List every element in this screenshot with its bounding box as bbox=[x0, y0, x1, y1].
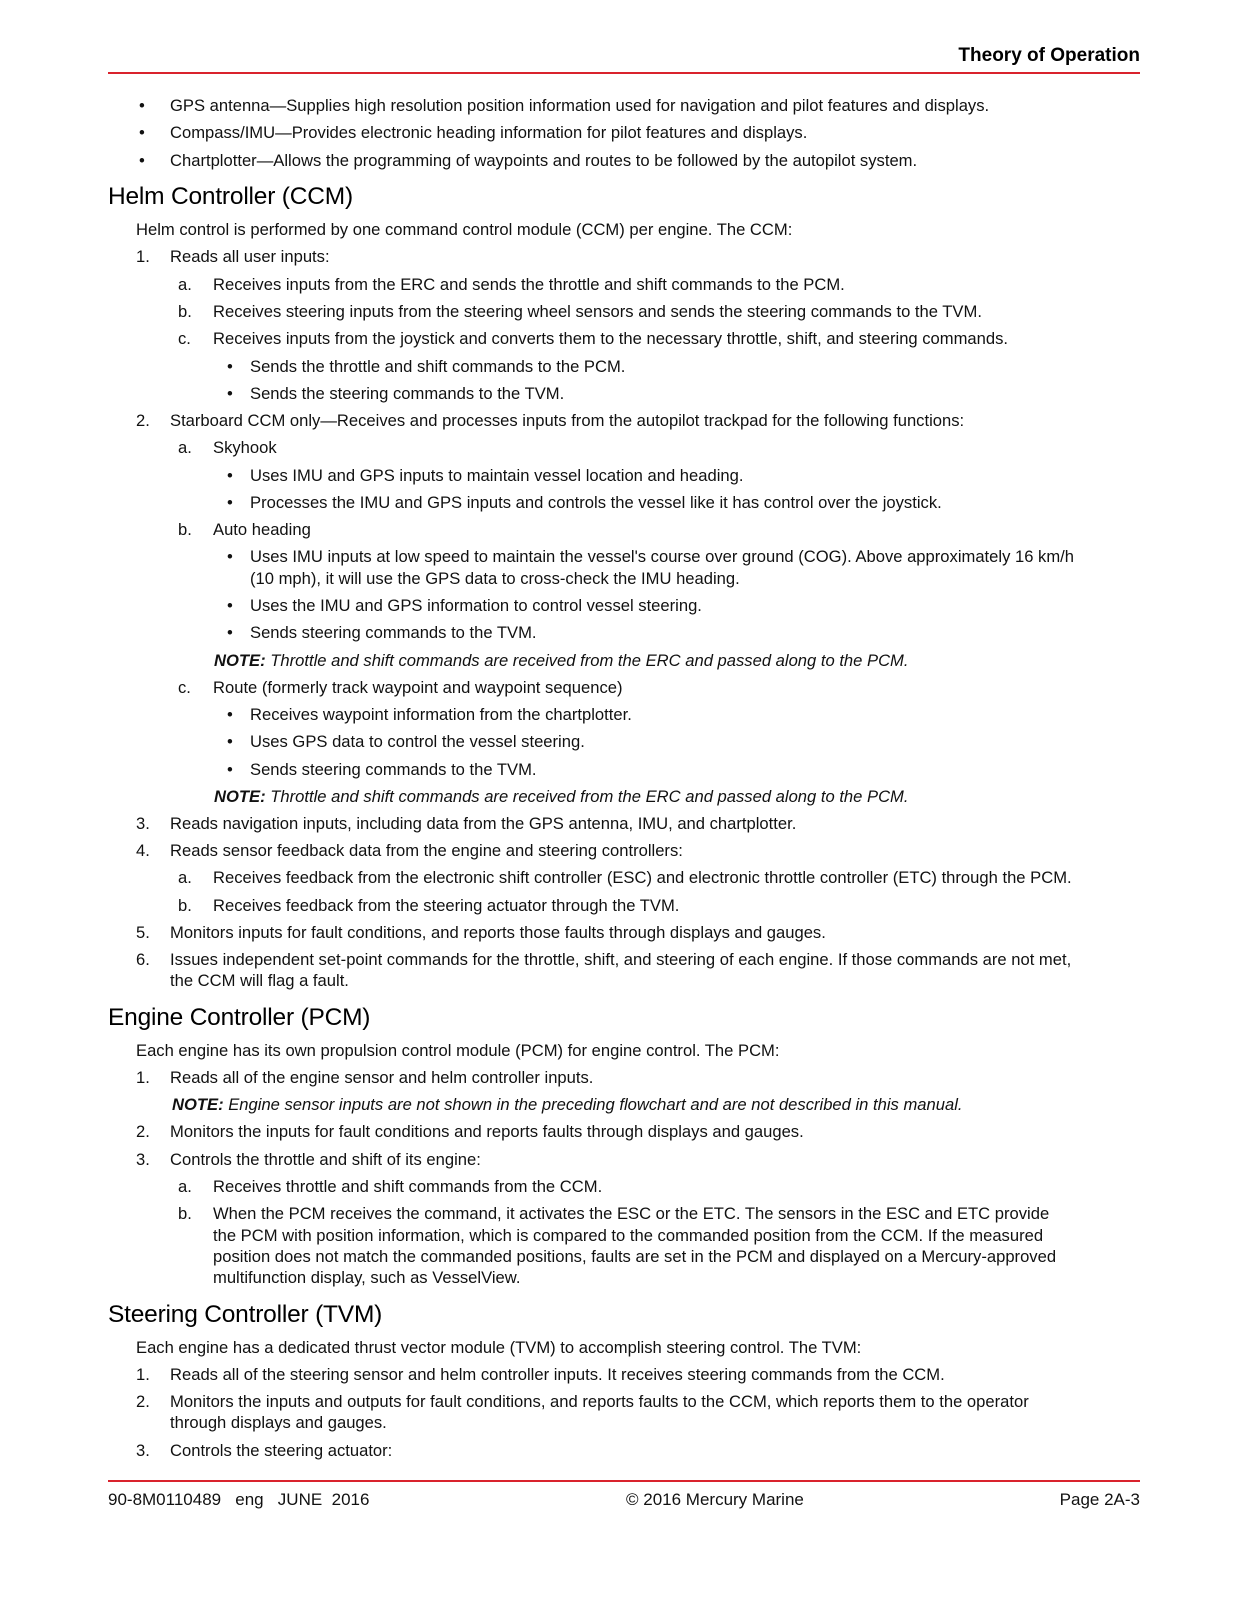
pcm-item-2: Monitors the inputs for fault conditions and reports faults through displays and gauges. bbox=[170, 1122, 804, 1141]
note-label: NOTE: bbox=[214, 651, 266, 670]
bullet-marker: • bbox=[139, 96, 145, 115]
ccm-item-2b-bullet-2: Uses the IMU and GPS information to control vessel steering. bbox=[250, 596, 702, 615]
ccm-item-1c: Receives inputs from the joystick and converts them to the necessary throttle, shift, and steering commands. bbox=[213, 329, 1009, 348]
pcm-item-3b-line-1: When the PCM receives the command, it activates the ESC or the ETC. The sensors in the ESC and ETC provide bbox=[213, 1204, 1050, 1223]
ccm-item-2b-bullet-1-line-1: Uses IMU inputs at low speed to maintain the vessel's course over ground (COG). Above approximately 16 km/h bbox=[250, 547, 1075, 566]
intro-bullet-chartplotter: Chartplotter—Allows the programming of waypoints and routes to be followed by the autopilot system. bbox=[170, 151, 918, 170]
bullet-marker: • bbox=[139, 151, 145, 170]
ccm-item-6-line-1: Issues independent set-point commands for the throttle, shift, and steering of each engine. If those commands are not met, bbox=[170, 950, 1072, 969]
ccm-item-4: Reads sensor feedback data from the engine and steering controllers: bbox=[170, 841, 683, 860]
ccm-intro: Helm control is performed by one command control module (CCM) per engine. The CCM: bbox=[136, 220, 793, 239]
ccm-item-3: Reads navigation inputs, including data from the GPS antenna, IMU, and chartplotter. bbox=[170, 814, 797, 833]
list-letter: a. bbox=[178, 438, 192, 457]
ccm-item-2: Starboard CCM only—Receives and processes inputs from the autopilot trackpad for the following functions: bbox=[170, 411, 965, 430]
ccm-item-2a-bullet-2: Processes the IMU and GPS inputs and controls the vessel like it has control over the joystick. bbox=[250, 493, 942, 512]
list-letter: b. bbox=[178, 302, 192, 321]
bullet-marker: • bbox=[139, 123, 145, 142]
note-text: Throttle and shift commands are received from the ERC and passed along to the PCM. bbox=[265, 787, 909, 806]
ccm-item-2c-bullet-3: Sends steering commands to the TVM. bbox=[250, 760, 537, 779]
pcm-item-3: Controls the throttle and shift of its engine: bbox=[170, 1150, 481, 1169]
note-label: NOTE: bbox=[172, 1095, 224, 1114]
ccm-item-4b: Receives feedback from the steering actuator through the TVM. bbox=[213, 896, 680, 915]
list-letter: a. bbox=[178, 1177, 192, 1196]
pcm-item-3b-line-3: position does not match the commanded positions, faults are set in the PCM and displayed on a Mercury-approved bbox=[213, 1247, 1057, 1266]
list-number: 6. bbox=[136, 950, 150, 969]
ccm-item-1b: Receives steering inputs from the steering wheel sensors and sends the steering commands to the TVM. bbox=[213, 302, 982, 321]
tvm-item-2-line-2: through displays and gauges. bbox=[170, 1413, 387, 1432]
list-letter: a. bbox=[178, 275, 192, 294]
pcm-item-3b-line-2: the PCM with position information, which is compared to the commanded position from the CCM. If the measured bbox=[213, 1226, 1044, 1245]
tvm-item-1: Reads all of the steering sensor and helm controller inputs. It receives steering commands from the CCM. bbox=[170, 1365, 945, 1384]
list-number: 1. bbox=[136, 1365, 150, 1384]
list-letter: b. bbox=[178, 520, 192, 539]
list-letter: b. bbox=[178, 896, 192, 915]
tvm-intro: Each engine has a dedicated thrust vector module (TVM) to accomplish steering control. The TVM: bbox=[136, 1338, 862, 1357]
ccm-item-6-line-2: the CCM will flag a fault. bbox=[170, 971, 349, 990]
ccm-item-2b: Auto heading bbox=[213, 520, 311, 539]
bullet-marker: • bbox=[227, 623, 233, 642]
list-number: 5. bbox=[136, 923, 150, 942]
bullet-marker: • bbox=[227, 466, 233, 485]
note-label: NOTE: bbox=[214, 787, 266, 806]
ccm-note-route bbox=[214, 787, 909, 807]
bullet-marker: • bbox=[227, 596, 233, 615]
ccm-item-1: Reads all user inputs: bbox=[170, 247, 330, 266]
ccm-item-2b-bullet-1-line-2: (10 mph), it will use the GPS data to cross-check the IMU heading. bbox=[250, 569, 740, 588]
list-number: 3. bbox=[136, 1441, 150, 1460]
ccm-item-4a: Receives feedback from the electronic shift controller (ESC) and electronic throttle controller (ETC) through the PCM. bbox=[213, 868, 1072, 887]
footer-copyright: © 2016 Mercury Marine bbox=[626, 1490, 804, 1509]
pcm-note bbox=[172, 1095, 963, 1115]
section-heading-tvm: Steering Controller (TVM) bbox=[108, 1301, 383, 1328]
ccm-item-2c: Route (formerly track waypoint and waypoint sequence) bbox=[213, 678, 623, 697]
ccm-item-1c-bullet-1: Sends the throttle and shift commands to the PCM. bbox=[250, 357, 626, 376]
list-number: 2. bbox=[136, 1392, 150, 1411]
footer-page-number: Page 2A-3 bbox=[1059, 1490, 1140, 1509]
bullet-marker: • bbox=[227, 493, 233, 512]
list-letter: a. bbox=[178, 868, 192, 887]
list-letter: c. bbox=[178, 329, 191, 348]
tvm-item-3: Controls the steering actuator: bbox=[170, 1441, 393, 1460]
bullet-marker: • bbox=[227, 357, 233, 376]
ccm-item-2c-bullet-2: Uses GPS data to control the vessel steering. bbox=[250, 732, 585, 751]
list-number: 3. bbox=[136, 814, 150, 833]
list-number: 2. bbox=[136, 411, 150, 430]
intro-bullet-gps: GPS antenna—Supplies high resolution position information used for navigation and pilot features and displays. bbox=[170, 96, 990, 115]
intro-bullet-compass: Compass/IMU—Provides electronic heading information for pilot features and displays. bbox=[170, 123, 808, 142]
bullet-marker: • bbox=[227, 547, 233, 566]
tvm-item-2-line-1: Monitors the inputs and outputs for fault conditions, and reports faults to the CCM, which reports them to the operator bbox=[170, 1392, 1029, 1411]
section-heading-pcm: Engine Controller (PCM) bbox=[108, 1004, 371, 1031]
ccm-item-2a: Skyhook bbox=[213, 438, 277, 457]
bullet-marker: • bbox=[227, 760, 233, 779]
pcm-item-1: Reads all of the engine sensor and helm controller inputs. bbox=[170, 1068, 594, 1087]
note-text: Engine sensor inputs are not shown in the preceding flowchart and are not described in this manual. bbox=[223, 1095, 963, 1114]
ccm-item-2a-bullet-1: Uses IMU and GPS inputs to maintain vessel location and heading. bbox=[250, 466, 744, 485]
page-header-title: Theory of Operation bbox=[958, 45, 1140, 66]
bullet-marker: • bbox=[227, 705, 233, 724]
list-number: 4. bbox=[136, 841, 150, 860]
ccm-note-auto-heading bbox=[214, 651, 909, 671]
header-rule bbox=[108, 72, 1140, 74]
ccm-item-1c-bullet-2: Sends the steering commands to the TVM. bbox=[250, 384, 565, 403]
ccm-item-2b-bullet-3: Sends steering commands to the TVM. bbox=[250, 623, 537, 642]
section-heading-ccm: Helm Controller (CCM) bbox=[108, 183, 353, 210]
note-text: Throttle and shift commands are received from the ERC and passed along to the PCM. bbox=[265, 651, 909, 670]
list-number: 2. bbox=[136, 1122, 150, 1141]
ccm-item-1a: Receives inputs from the ERC and sends the throttle and shift commands to the PCM. bbox=[213, 275, 845, 294]
list-number: 3. bbox=[136, 1150, 150, 1169]
footer-doc-number: 90-8M0110489 eng JUNE 2016 bbox=[108, 1490, 370, 1509]
list-number: 1. bbox=[136, 1068, 150, 1087]
pcm-item-3b-line-4: multifunction display, such as VesselView. bbox=[213, 1268, 521, 1287]
list-letter: b. bbox=[178, 1204, 192, 1223]
bullet-marker: • bbox=[227, 384, 233, 403]
ccm-item-5: Monitors inputs for fault conditions, and reports those faults through displays and gauges. bbox=[170, 923, 826, 942]
ccm-item-2c-bullet-1: Receives waypoint information from the chartplotter. bbox=[250, 705, 632, 724]
pcm-item-3a: Receives throttle and shift commands from the CCM. bbox=[213, 1177, 603, 1196]
bullet-marker: • bbox=[227, 732, 233, 751]
footer-rule bbox=[108, 1480, 1140, 1482]
list-number: 1. bbox=[136, 247, 150, 266]
list-letter: c. bbox=[178, 678, 191, 697]
pcm-intro: Each engine has its own propulsion control module (PCM) for engine control. The PCM: bbox=[136, 1041, 780, 1060]
